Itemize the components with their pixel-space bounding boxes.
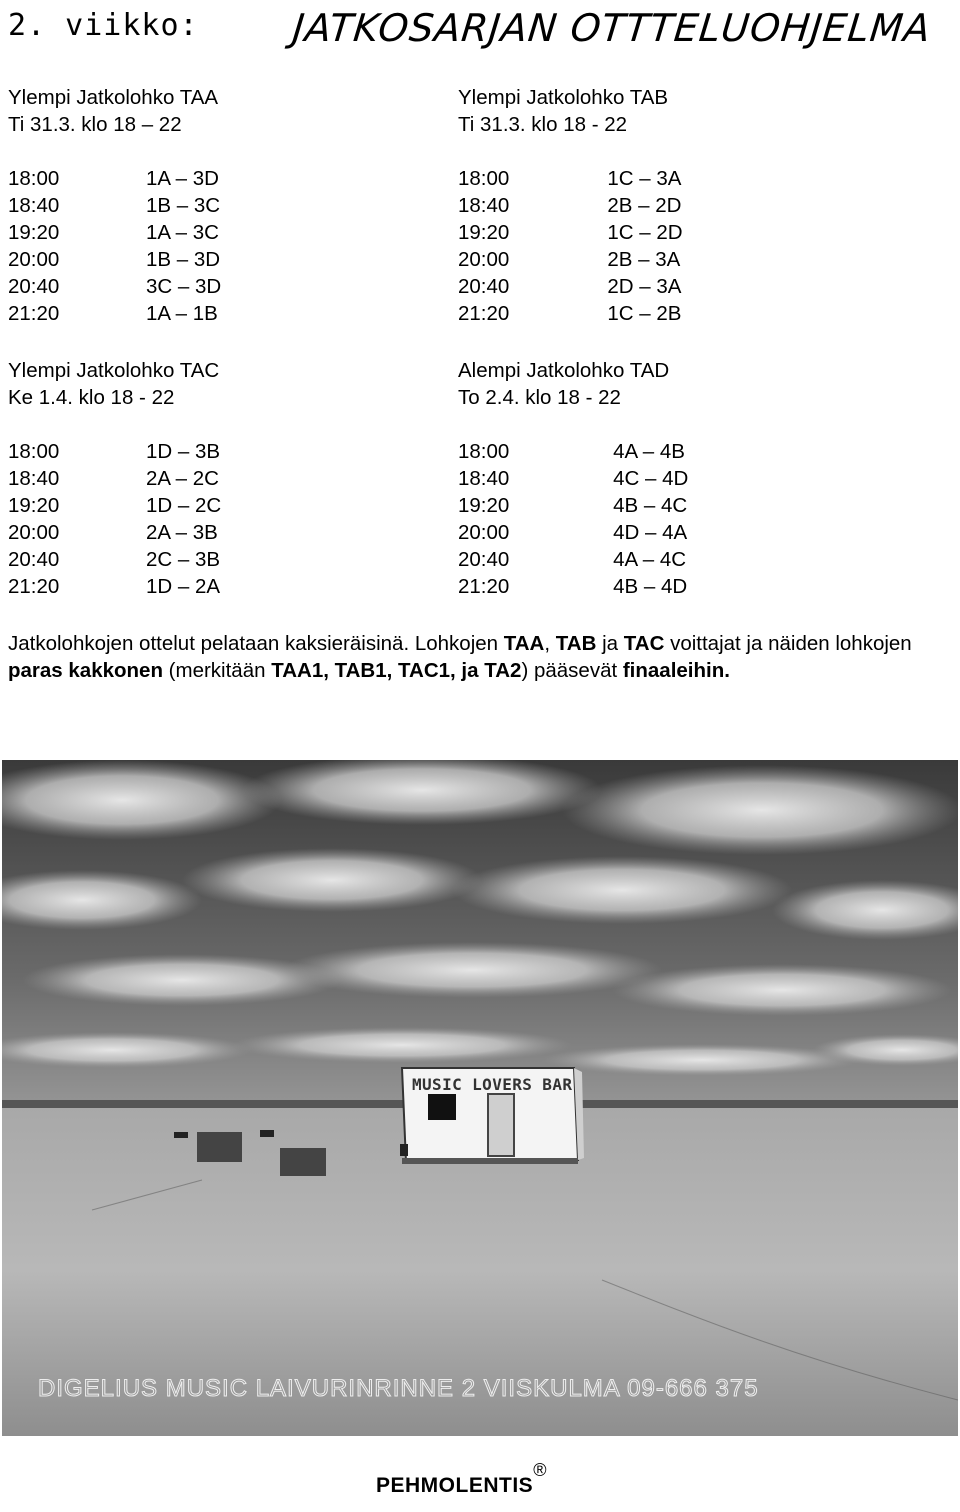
match-row: [8, 246, 448, 273]
match-time: 18:40: [8, 467, 60, 490]
match-pair: 1A – 3C: [146, 221, 219, 244]
match-pair: 1D – 3B: [146, 440, 221, 463]
match-pair: 2B – 2D: [596, 194, 682, 217]
match-pair: 1B – 3D: [146, 248, 221, 271]
match-row: [458, 492, 898, 519]
match-row: [458, 246, 898, 273]
match-row: [458, 519, 898, 546]
group-date: Ti 31.3. klo 18 – 22: [8, 113, 182, 136]
match-pair: 1B – 3C: [146, 194, 221, 217]
match-row: [458, 300, 898, 327]
match-time: 20:40: [8, 275, 60, 298]
match-row: [458, 546, 898, 573]
week-label: 2. viikko:: [8, 8, 199, 43]
bar-advert-photo: [2, 760, 958, 1436]
match-pair: 1D – 2A: [146, 575, 221, 598]
match-time: 18:40: [8, 194, 60, 217]
group-heading: Ylempi Jatkolohko TAB: [458, 86, 669, 109]
match-time: 18:00: [8, 167, 60, 190]
match-time: 20:00: [458, 521, 510, 544]
advert-address: DIGELIUS MUSIC LAIVURINRINNE 2 VIISKULMA 09-666 375: [38, 1375, 759, 1402]
match-time: 21:20: [458, 575, 510, 598]
match-pair: 2B – 3A: [596, 248, 681, 271]
group-heading: Ylempi Jatkolohko TAC: [8, 359, 220, 382]
match-pair: 1C – 2D: [596, 221, 683, 244]
match-pair: 4D – 4A: [596, 521, 688, 544]
match-time: 18:40: [458, 194, 510, 217]
match-time: 20:00: [458, 248, 510, 271]
match-time: 20:40: [458, 548, 510, 571]
group-heading: Alempi Jatkolohko TAD: [458, 359, 670, 382]
match-list: [458, 438, 898, 600]
match-time: 18:40: [458, 467, 510, 490]
match-row: [8, 273, 448, 300]
match-time: 19:20: [8, 221, 60, 244]
match-time: 18:00: [8, 440, 60, 463]
match-time: 21:20: [8, 302, 60, 325]
match-row: [458, 219, 898, 246]
match-pair: 4A – 4C: [596, 548, 687, 571]
match-list: [458, 165, 898, 327]
match-row: [8, 438, 448, 465]
match-pair: 2A – 2C: [146, 467, 219, 490]
match-pair: 1A – 3D: [146, 167, 219, 190]
group-heading: Ylempi Jatkolohko TAA: [8, 86, 219, 109]
match-row: [458, 165, 898, 192]
match-pair: 2C – 3B: [146, 548, 221, 571]
match-pair: 2D – 3A: [596, 275, 682, 298]
page-title: [8, 6, 948, 50]
match-pair: 1C – 3A: [596, 167, 682, 190]
match-time: 19:20: [458, 494, 510, 517]
footer-brand: PEHMOLENTIS®: [376, 1460, 547, 1497]
rules-note: Jatkolohkojen ottelut pelataan kaksieräisinä. Lohkojen TAA, TAB ja TAC voittajat ja näiden lohkojen paras kakkonen (merkitään TAA1, TAB1, TAC1, ja TA2) pääsevät finaaleihin.: [8, 632, 912, 682]
match-time: 19:20: [458, 221, 510, 244]
match-time: 21:20: [8, 575, 60, 598]
match-row: [8, 219, 448, 246]
group-taa: [8, 84, 448, 327]
match-pair: 4B – 4C: [596, 494, 688, 517]
match-row: [458, 465, 898, 492]
match-time: 20:40: [458, 275, 510, 298]
group-tad: [458, 357, 898, 600]
match-row: [8, 165, 448, 192]
match-row: [458, 573, 898, 600]
group-date: Ke 1.4. klo 18 - 22: [8, 386, 175, 409]
match-row: [8, 492, 448, 519]
match-list: [8, 438, 448, 600]
group-tac: [8, 357, 448, 600]
match-row: [8, 573, 448, 600]
match-row: [458, 273, 898, 300]
match-row: [8, 465, 448, 492]
match-pair: 3C – 3D: [146, 275, 222, 298]
group-date: To 2.4. klo 18 - 22: [458, 386, 621, 409]
match-row: [8, 300, 448, 327]
match-pair: 4A – 4B: [596, 440, 685, 463]
match-time: 20:00: [8, 248, 60, 271]
match-list: [8, 165, 448, 327]
match-time: 18:00: [458, 440, 510, 463]
match-row: [8, 192, 448, 219]
match-pair: 4B – 4D: [596, 575, 688, 598]
match-pair: 1A – 1B: [146, 302, 218, 325]
match-row: [8, 519, 448, 546]
match-time: 20:40: [8, 548, 60, 571]
match-pair: 1C – 2B: [596, 302, 682, 325]
match-time: 20:00: [8, 521, 60, 544]
match-pair: 1D – 2C: [146, 494, 222, 517]
group-date: Ti 31.3. klo 18 - 22: [458, 113, 628, 136]
bar-sign: MUSIC LOVERS BAR: [412, 1075, 572, 1094]
match-row: [458, 438, 898, 465]
match-time: 18:00: [458, 167, 510, 190]
match-row: [458, 192, 898, 219]
schedule-title: JATKOSARJAN OTTTELUOHJELMA: [290, 6, 934, 50]
match-pair: 4C – 4D: [596, 467, 689, 490]
match-pair: 2A – 3B: [146, 521, 218, 544]
match-time: 19:20: [8, 494, 60, 517]
match-time: 21:20: [458, 302, 510, 325]
group-tab: [458, 84, 898, 327]
match-row: [8, 546, 448, 573]
